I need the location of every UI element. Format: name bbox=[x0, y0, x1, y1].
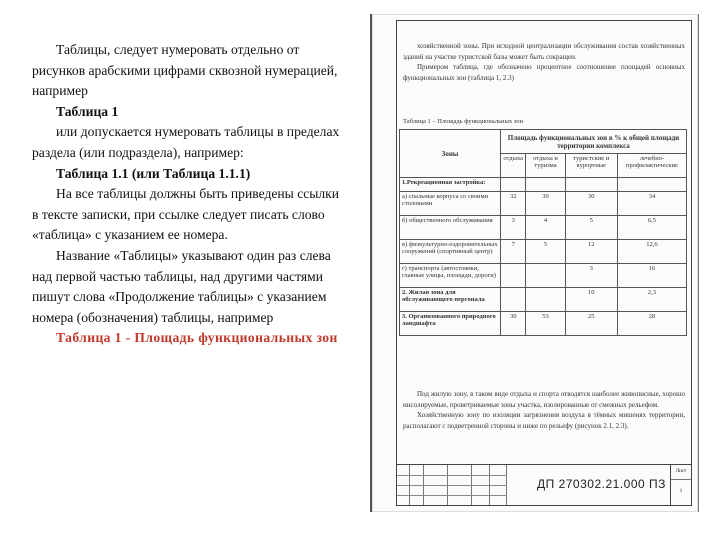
cell: 28 bbox=[617, 312, 686, 336]
cell: 16 bbox=[617, 264, 686, 288]
example-table-1-1: Таблица 1.1 (или Таблица 1.1.1) bbox=[56, 165, 251, 181]
sheet-number: 1 bbox=[679, 489, 683, 494]
paragraph-section-numbering: или допускается нумеровать таблицы в пределах раздела (или подраздела), например: bbox=[32, 124, 340, 160]
stamp-row-line bbox=[397, 495, 507, 496]
example-table-title: Таблица 1 - Площадь функциональных зон bbox=[56, 330, 338, 346]
cell: 25 bbox=[565, 312, 617, 336]
table-row bbox=[400, 216, 687, 240]
scan-after-paragraph-2: Хозяйственную зону по изоляции загрязнения воздуха в тёмных мишенях территории, располагают с подветренной стороны и ниже по рельефу (рисунок 2.1, 2.3). bbox=[403, 411, 685, 430]
scan-top-paragraph: хозяйственной зоны. При исходной централизации обслуживания состав хозяйственных зданий на участке туристской базы может быть сокращен. bbox=[403, 42, 685, 61]
cell: 3 bbox=[501, 216, 526, 240]
cell bbox=[526, 288, 565, 312]
scan-table-title: Таблица 1 – Площадь функциональных зон bbox=[403, 118, 524, 125]
row-name: б) общественного обслуживания bbox=[400, 216, 501, 240]
sheet-label: Лист bbox=[671, 465, 691, 480]
table-row bbox=[400, 312, 687, 336]
stamp-cells bbox=[397, 465, 507, 505]
cell: 30 bbox=[565, 192, 617, 216]
cell bbox=[501, 288, 526, 312]
cell: 32 bbox=[501, 192, 526, 216]
table-row bbox=[400, 288, 687, 312]
cell: 12,6 bbox=[617, 240, 686, 264]
cell: 30 bbox=[526, 192, 565, 216]
table-row bbox=[400, 240, 687, 264]
cell: 5 bbox=[565, 216, 617, 240]
cell bbox=[501, 264, 526, 288]
cell bbox=[565, 178, 617, 192]
cell bbox=[526, 264, 565, 288]
col-group-header: Площадь функциональных зон в % к общей площади территории комплекса bbox=[501, 130, 687, 154]
row-name: а) спальные корпуса со своими столовыми bbox=[400, 192, 501, 216]
cell: 12 bbox=[565, 240, 617, 264]
subcol-header: отдыха и туризма bbox=[526, 154, 565, 178]
cell: 30 bbox=[501, 312, 526, 336]
table-row bbox=[400, 178, 687, 192]
cell: 6,5 bbox=[617, 216, 686, 240]
title-block-stamp bbox=[397, 464, 691, 505]
row-name: 2. Жилая зона для обслуживающего персонала bbox=[400, 288, 501, 312]
paragraph-references: На все таблицы должны быть приведены ссылки в тексте записки, при ссылке следует писать слово «таблица» с указанием ее номера. bbox=[32, 186, 340, 243]
cell: 10 bbox=[565, 288, 617, 312]
stamp-row-line bbox=[397, 475, 507, 476]
cell bbox=[501, 178, 526, 192]
cell: 53 bbox=[526, 312, 565, 336]
table-row bbox=[400, 264, 687, 288]
cell bbox=[526, 178, 565, 192]
subcol-header: лечебно-профилактические bbox=[617, 154, 686, 178]
table-row bbox=[400, 192, 687, 216]
cell: 34 bbox=[617, 192, 686, 216]
col-zone-header: Зоны bbox=[400, 130, 501, 178]
zones-table bbox=[399, 129, 687, 336]
sheet-box bbox=[670, 465, 691, 505]
example-table-1: Таблица 1 bbox=[56, 103, 119, 119]
cell: 2,3 bbox=[617, 288, 686, 312]
row-name: 1.Рекреационная застройка: bbox=[400, 178, 501, 192]
cell: 5 bbox=[526, 240, 565, 264]
subcol-header: туристские и курортные bbox=[565, 154, 617, 178]
row-name: г) транспорта (автостоянки, главные улицы, площади, дороги) bbox=[400, 264, 501, 288]
scanned-page bbox=[370, 14, 699, 512]
stamp-row-line bbox=[397, 485, 507, 486]
document-code: ДП 270302.21.000 ПЗ bbox=[537, 477, 666, 491]
cell: 7 bbox=[501, 240, 526, 264]
scan-bottom-text bbox=[403, 389, 685, 431]
subcol-header: отдыха bbox=[501, 154, 526, 178]
scan-after-paragraph-1: Под жилую зону, в таком виде отдыха и спорта отводятся наиболее живописные, хорошо инсолируемые, проветриваемые зоны участка, изолированные от смежных рельефом. bbox=[403, 390, 685, 409]
page-frame bbox=[396, 20, 692, 506]
paragraph-numbering: Таблицы, следует нумеровать отдельно от рисунков арабскими цифрами сквозной нумерацией, например bbox=[32, 42, 338, 99]
paragraph-title-rule: Название «Таблицы» указывают один раз слева над первой частью таблицы, над другими частями пишут слова «Продолжение таблицы» с указанием номера (обозначения) таблицы, например bbox=[32, 247, 331, 325]
row-name: в) физкультурно-оздоровительных сооружений (спортивный центр) bbox=[400, 240, 501, 264]
left-text-block bbox=[32, 40, 344, 349]
cell: 4 bbox=[526, 216, 565, 240]
scan-intro-paragraph: Примером таблица, где обозначено процентное соотношение площадей основных функциональных зон (таблица 1, 2.3) bbox=[403, 63, 685, 82]
row-name: 3. Организованного природного ландшафта bbox=[400, 312, 501, 336]
scan-top-text bbox=[403, 41, 685, 83]
cell bbox=[617, 178, 686, 192]
cell: 3 bbox=[565, 264, 617, 288]
